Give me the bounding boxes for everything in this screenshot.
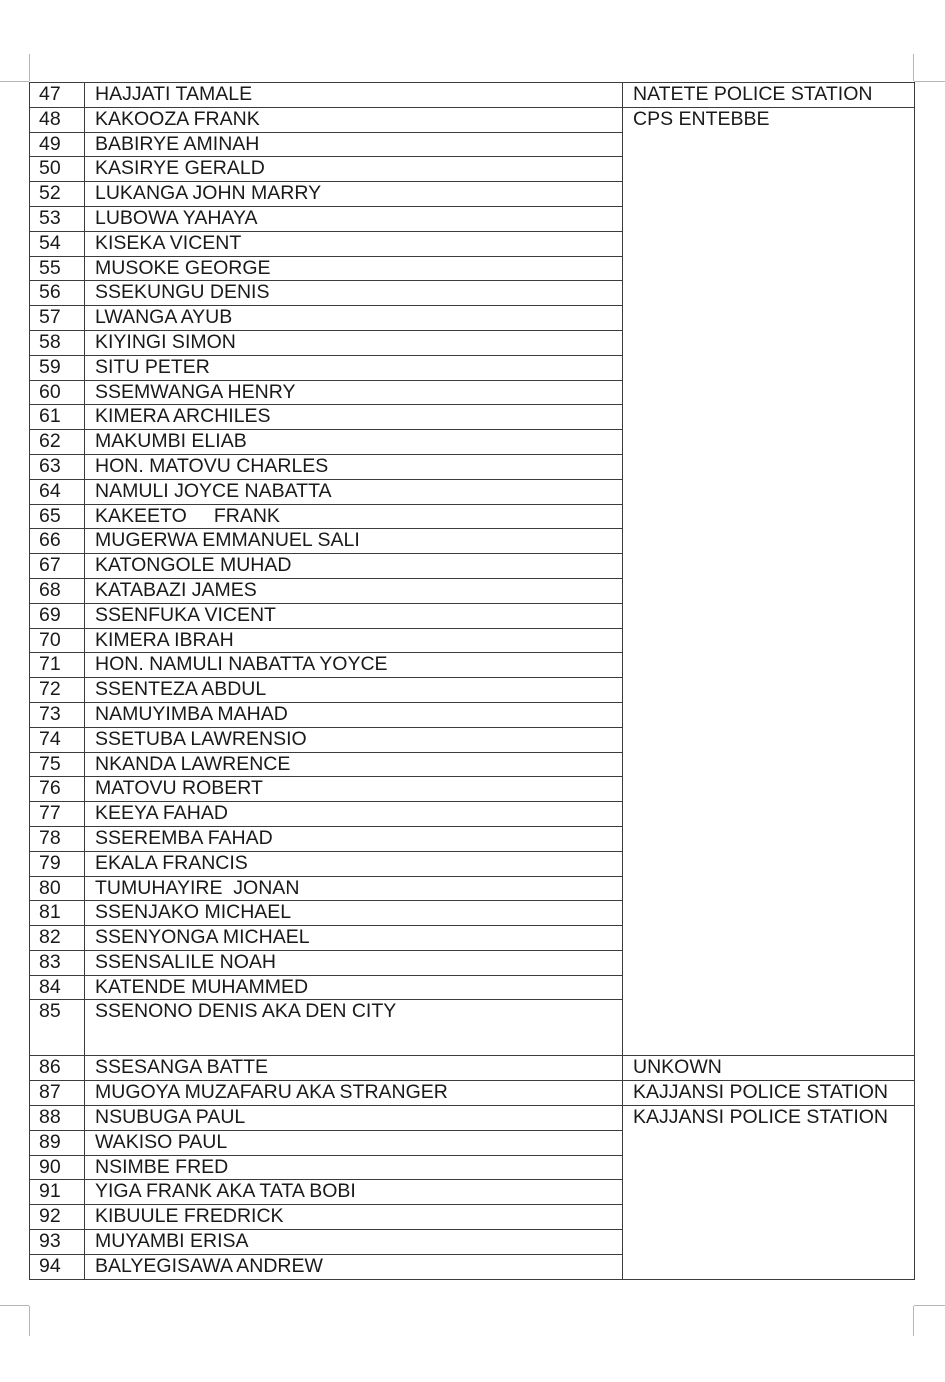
row-number: 57 [30,306,85,331]
row-number: 77 [30,802,85,827]
row-number: 92 [30,1205,85,1230]
row-number: 73 [30,702,85,727]
person-name: YIGA FRANK AKA TATA BOBI [85,1180,623,1205]
person-name: KEEYA FAHAD [85,802,623,827]
row-number: 69 [30,603,85,628]
person-name: LUBOWA YAHAYA [85,206,623,231]
person-name: SSEREMBA FAHAD [85,826,623,851]
row-number: 94 [30,1254,85,1279]
row-number: 83 [30,950,85,975]
person-name: MUGERWA EMMANUEL SALI [85,529,623,554]
row-number: 75 [30,752,85,777]
row-number: 81 [30,901,85,926]
row-number: 62 [30,430,85,455]
crop-mark [913,54,914,81]
person-name: KAKOOZA FRANK [85,107,623,132]
table-row [30,1056,915,1081]
row-number: 93 [30,1230,85,1255]
row-number: 80 [30,876,85,901]
row-number: 72 [30,678,85,703]
person-name: KIMERA IBRAH [85,628,623,653]
row-number: 56 [30,281,85,306]
row-number: 60 [30,380,85,405]
person-name: NAMULI JOYCE NABATTA [85,479,623,504]
table-row [30,107,915,132]
row-number: 65 [30,504,85,529]
crop-mark [913,1306,914,1336]
row-number: 70 [30,628,85,653]
row-number: 53 [30,206,85,231]
person-name: BABIRYE AMINAH [85,132,623,157]
person-name: BALYEGISAWA ANDREW [85,1254,623,1279]
station-name: KAJJANSI POLICE STATION [623,1106,915,1280]
crop-mark [0,81,29,82]
row-number: 85 [30,1000,85,1056]
row-number: 86 [30,1056,85,1081]
person-name: NAMUYIMBA MAHAD [85,702,623,727]
row-number: 59 [30,355,85,380]
row-number: 63 [30,454,85,479]
station-name: UNKOWN [623,1056,915,1081]
person-name: SSENONO DENIS AKA DEN CITY [85,1000,623,1056]
table-row [30,83,915,108]
crop-mark [29,1306,30,1336]
person-name: NKANDA LAWRENCE [85,752,623,777]
person-name: EKALA FRANCIS [85,851,623,876]
row-number: 67 [30,554,85,579]
person-name: KIYINGI SIMON [85,330,623,355]
station-name: KAJJANSI POLICE STATION [623,1081,915,1106]
person-name: KATABAZI JAMES [85,578,623,603]
person-name: KIBUULE FREDRICK [85,1205,623,1230]
crop-mark [914,1305,945,1306]
row-number: 71 [30,653,85,678]
station-name: CPS ENTEBBE [623,107,915,1056]
crop-mark [0,1305,29,1306]
person-name: SSENJAKO MICHAEL [85,901,623,926]
person-name: MAKUMBI ELIAB [85,430,623,455]
row-number: 78 [30,826,85,851]
person-name: HAJJATI TAMALE [85,83,623,108]
table-row [30,1106,915,1131]
row-number: 90 [30,1155,85,1180]
table-body [30,83,915,1280]
person-name: SSENFUKA VICENT [85,603,623,628]
row-number: 68 [30,578,85,603]
person-name: MUGOYA MUZAFARU AKA STRANGER [85,1081,623,1106]
row-number: 89 [30,1130,85,1155]
row-number: 52 [30,182,85,207]
person-name: LWANGA AYUB [85,306,623,331]
person-name: WAKISO PAUL [85,1130,623,1155]
row-number: 82 [30,926,85,951]
table-row [30,1081,915,1106]
row-number: 79 [30,851,85,876]
row-number: 58 [30,330,85,355]
person-name: SSENSALILE NOAH [85,950,623,975]
row-number: 84 [30,975,85,1000]
person-name: NSIMBE FRED [85,1155,623,1180]
person-name: KATENDE MUHAMMED [85,975,623,1000]
person-name: KISEKA VICENT [85,231,623,256]
person-name: MUYAMBI ERISA [85,1230,623,1255]
person-name: SSESANGA BATTE [85,1056,623,1081]
row-number: 74 [30,727,85,752]
row-number: 66 [30,529,85,554]
row-number: 88 [30,1106,85,1131]
person-name: MUSOKE GEORGE [85,256,623,281]
station-name: NATETE POLICE STATION [623,83,915,108]
row-number: 64 [30,479,85,504]
row-number: 50 [30,157,85,182]
person-name: KIMERA ARCHILES [85,405,623,430]
names-table [29,82,915,1280]
row-number: 54 [30,231,85,256]
person-name: MATOVU ROBERT [85,777,623,802]
person-name: NSUBUGA PAUL [85,1106,623,1131]
row-number: 47 [30,83,85,108]
person-name: TUMUHAYIRE JONAN [85,876,623,901]
row-number: 48 [30,107,85,132]
row-number: 87 [30,1081,85,1106]
row-number: 76 [30,777,85,802]
person-name: SSENYONGA MICHAEL [85,926,623,951]
person-name: KAKEETO FRANK [85,504,623,529]
crop-mark [29,54,30,81]
person-name: HON. NAMULI NABATTA YOYCE [85,653,623,678]
person-name: SSEMWANGA HENRY [85,380,623,405]
person-name: HON. MATOVU CHARLES [85,454,623,479]
person-name: SITU PETER [85,355,623,380]
row-number: 55 [30,256,85,281]
person-name: LUKANGA JOHN MARRY [85,182,623,207]
row-number: 91 [30,1180,85,1205]
row-number: 49 [30,132,85,157]
row-number: 61 [30,405,85,430]
crop-mark [914,81,945,82]
person-name: KATONGOLE MUHAD [85,554,623,579]
person-name: SSETUBA LAWRENSIO [85,727,623,752]
person-name: SSENTEZA ABDUL [85,678,623,703]
person-name: SSEKUNGU DENIS [85,281,623,306]
person-name: KASIRYE GERALD [85,157,623,182]
